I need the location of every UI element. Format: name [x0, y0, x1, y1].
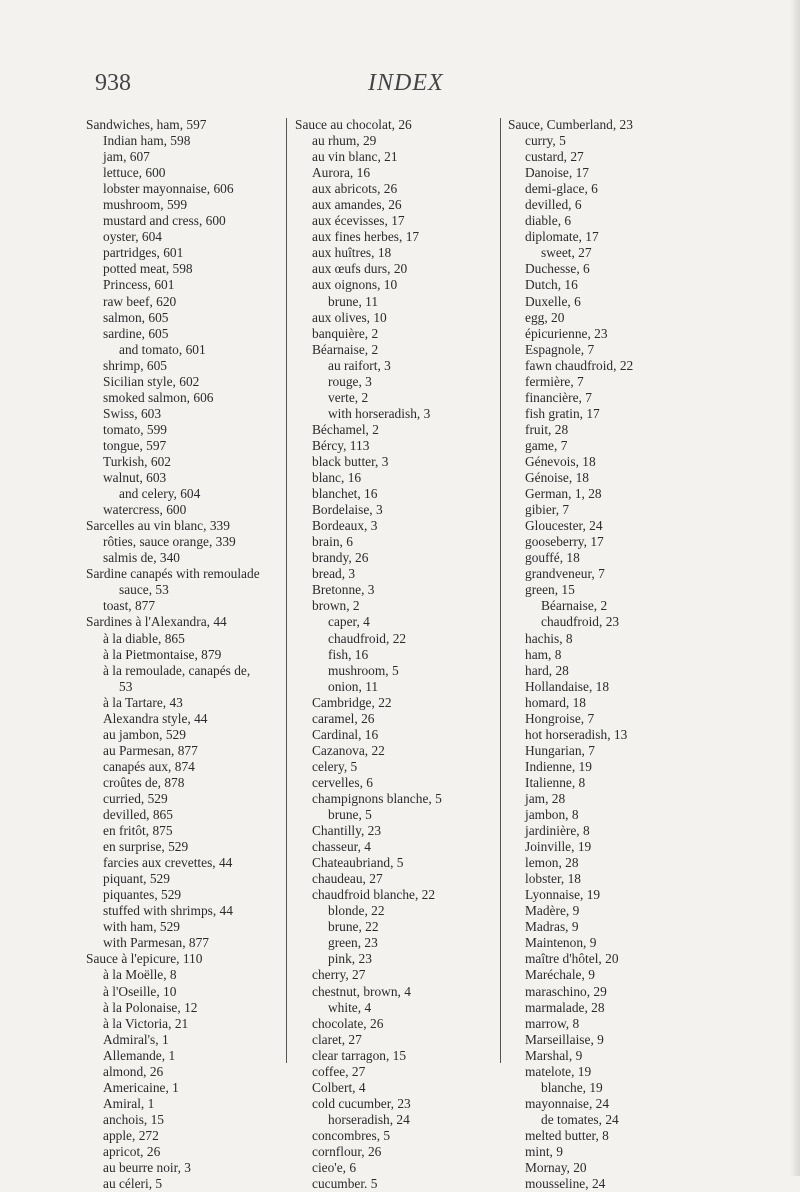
- index-sub-entry: Indian ham, 598: [103, 133, 191, 149]
- index-column-1: [86, 117, 276, 1192]
- index-sub-entry: Marshal, 9: [525, 1047, 583, 1063]
- index-sub-entry: anchois, 15: [103, 1111, 164, 1127]
- index-sub-entry: gooseberry, 17: [525, 534, 604, 550]
- index-sub-entry: curry, 5: [525, 133, 566, 149]
- index-sub-entry: fish gratin, 17: [525, 405, 600, 421]
- column-divider: [500, 118, 501, 1063]
- index-sub-entry: au raifort, 3: [328, 357, 391, 373]
- index-sub-entry: Sicilian style, 602: [103, 373, 200, 389]
- index-sub-entry: sardine, 605: [103, 325, 169, 341]
- index-sub-entry: financière, 7: [525, 389, 592, 405]
- index-sub-entry: Bordeaux, 3: [312, 518, 378, 534]
- index-sub-entry: Mornay, 20: [525, 1160, 587, 1176]
- index-sub-entry: chocolate, 26: [312, 1015, 384, 1031]
- index-sub-entry: brown, 2: [312, 598, 360, 614]
- index-sub-entry: fruit, 28: [525, 421, 569, 437]
- index-sub-entry: Admiral's, 1: [103, 1031, 169, 1047]
- index-sub-entry: en surprise, 529: [103, 839, 189, 855]
- index-sub-entry: diable, 6: [525, 213, 572, 229]
- index-sub-entry: aux amandes, 26: [312, 197, 402, 213]
- index-sub-entry: demi-glace, 6: [525, 181, 598, 197]
- index-sub-entry: Bércy, 113: [312, 437, 370, 453]
- index-sub-entry: devilled, 865: [103, 807, 173, 823]
- index-sub-entry: with Parmesan, 877: [103, 935, 209, 951]
- index-sub-entry: Hongroise, 7: [525, 710, 595, 726]
- index-sub-entry: Chateaubriand, 5: [312, 855, 404, 871]
- index-sub-entry: clear tarragon, 15: [312, 1047, 407, 1063]
- index-sub-entry: grandveneur, 7: [525, 566, 605, 582]
- index-sub-entry: gibier, 7: [525, 502, 570, 518]
- index-sub-entry: Cambridge, 22: [312, 694, 392, 710]
- index-sub-entry: fish, 16: [328, 646, 369, 662]
- index-sub-entry: Béarnaise, 2: [312, 341, 379, 357]
- page-number: 938: [95, 70, 131, 96]
- index-sub-entry: Duxelle, 6: [525, 293, 581, 309]
- index-sub-entry: white, 4: [328, 999, 372, 1015]
- index-sub-entry: apple, 272: [103, 1127, 159, 1143]
- index-sub-entry: horseradish, 24: [328, 1111, 410, 1127]
- index-sub-entry: Danoise, 17: [525, 165, 589, 181]
- index-sub-entry: Italienne, 8: [525, 774, 586, 790]
- index-sub-entry: devilled, 6: [525, 197, 582, 213]
- index-sub-entry: marmalade, 28: [525, 999, 605, 1015]
- index-sub-entry: claret, 27: [312, 1031, 362, 1047]
- index-sub-entry: Madère, 9: [525, 903, 580, 919]
- index-heading-entry: Sardine canapés with remoulade: [86, 566, 260, 582]
- index-sub-entry: with horseradish, 3: [328, 405, 431, 421]
- index-sub-entry: lettuce, 600: [103, 165, 166, 181]
- index-heading-entry: Sauce au chocolat, 26: [295, 117, 412, 132]
- index-sub-entry: Chantilly, 23: [312, 823, 382, 839]
- index-sub-entry: hot horseradish, 13: [525, 726, 628, 742]
- index-sub-entry: black butter, 3: [312, 453, 389, 469]
- index-sub-entry: aux abricots, 26: [312, 181, 398, 197]
- index-sub-entry: Bordelaise, 3: [312, 502, 383, 518]
- index-sub-entry: à la Tartare, 43: [103, 694, 183, 710]
- index-sub-entry: brune, 22: [328, 919, 379, 935]
- index-sub-entry: custard, 27: [525, 149, 584, 165]
- index-heading-entry: Sauce à l'epicure, 110: [86, 951, 203, 967]
- index-sub-entry: tongue, 597: [103, 437, 167, 453]
- index-sub-entry: jardinière, 8: [525, 823, 590, 839]
- index-sub-entry: oyster, 604: [103, 229, 162, 245]
- index-sub-entry: chaudeau, 27: [312, 871, 383, 887]
- index-sub-entry: Madras, 9: [525, 919, 579, 935]
- index-sub-entry: Génevois, 18: [525, 453, 596, 469]
- index-sub-entry: blonde, 22: [328, 903, 385, 919]
- index-heading-entry: Sauce, Cumberland, 23: [508, 117, 633, 132]
- index-sub-entry: melted butter, 8: [525, 1127, 609, 1143]
- index-sub-entry: en fritôt, 875: [103, 823, 173, 839]
- index-sub-entry: caper, 4: [328, 614, 370, 630]
- index-sub-entry: game, 7: [525, 437, 568, 453]
- index-sub-entry: diplomate, 17: [525, 229, 599, 245]
- index-sub-entry: Génoise, 18: [525, 470, 589, 486]
- index-sub-entry: jam, 28: [525, 790, 566, 806]
- index-sub-entry: Cardinal, 16: [312, 726, 379, 742]
- index-sub-entry: mushroom, 5: [328, 662, 399, 678]
- index-sub-entry: cieo'e, 6: [312, 1160, 357, 1176]
- index-heading-entry: Sardines à l'Alexandra, 44: [86, 614, 227, 630]
- index-sub-entry: Béarnaise, 2: [541, 598, 608, 614]
- index-sub-entry: Espagnole, 7: [525, 341, 595, 357]
- index-sub-entry: sauce, 53: [119, 582, 169, 598]
- index-sub-entry: onion, 11: [328, 678, 379, 694]
- index-sub-entry: tomato, 599: [103, 421, 167, 437]
- index-sub-entry: farcies aux crevettes, 44: [103, 855, 233, 871]
- index-sub-entry: chaudfroid, 22: [328, 630, 407, 646]
- index-sub-entry: cherry, 27: [312, 967, 366, 983]
- index-sub-entry: au rhum, 29: [312, 133, 377, 149]
- index-sub-entry: 53: [119, 678, 133, 694]
- index-sub-entry: Colbert, 4: [312, 1079, 366, 1095]
- index-sub-entry: rôties, sauce orange, 339: [103, 534, 236, 550]
- index-sub-entry: à la diable, 865: [103, 630, 185, 646]
- index-sub-entry: Swiss, 603: [103, 405, 162, 421]
- index-sub-entry: curried, 529: [103, 790, 168, 806]
- page-edge-shadow: [790, 0, 800, 1176]
- index-sub-entry: Hollandaise, 18: [525, 678, 610, 694]
- running-head: INDEX: [368, 70, 444, 96]
- index-sub-entry: blanche, 19: [541, 1079, 603, 1095]
- index-sub-entry: aux olives, 10: [312, 309, 387, 325]
- index-sub-entry: cervelles, 6: [312, 774, 373, 790]
- index-sub-entry: brain, 6: [312, 534, 353, 550]
- index-sub-entry: green, 23: [328, 935, 378, 951]
- index-sub-entry: Americaine, 1: [103, 1079, 179, 1095]
- index-sub-entry: salmon, 605: [103, 309, 169, 325]
- index-sub-entry: blanchet, 16: [312, 486, 378, 502]
- index-sub-entry: brune, 11: [328, 293, 379, 309]
- index-sub-entry: blanc, 16: [312, 470, 362, 486]
- index-sub-entry: salmis de, 340: [103, 550, 180, 566]
- index-sub-entry: cucumber. 5: [312, 1176, 378, 1192]
- column-divider: [286, 118, 287, 1063]
- index-sub-entry: marrow, 8: [525, 1015, 580, 1031]
- index-sub-entry: Duchesse, 6: [525, 261, 590, 277]
- index-sub-entry: fermière, 7: [525, 373, 584, 389]
- index-sub-entry: aux œufs durs, 20: [312, 261, 408, 277]
- index-sub-entry: Marseillaise, 9: [525, 1031, 604, 1047]
- index-sub-entry: au Parmesan, 877: [103, 742, 198, 758]
- index-sub-entry: stuffed with shrimps, 44: [103, 903, 233, 919]
- index-sub-entry: homard, 18: [525, 694, 586, 710]
- index-sub-entry: banquière, 2: [312, 325, 379, 341]
- index-sub-entry: jambon, 8: [525, 807, 579, 823]
- index-sub-entry: à la Polonaise, 12: [103, 999, 198, 1015]
- index-sub-entry: walnut, 603: [103, 470, 167, 486]
- index-sub-entry: Maréchale, 9: [525, 967, 595, 983]
- index-sub-entry: maître d'hôtel, 20: [525, 951, 619, 967]
- index-sub-entry: apricot, 26: [103, 1144, 161, 1159]
- index-sub-entry: Lyonnaise, 19: [525, 887, 601, 903]
- index-sub-entry: coffee, 27: [312, 1063, 366, 1079]
- index-column-3: [508, 117, 718, 1192]
- index-sub-entry: brune, 5: [328, 807, 372, 823]
- index-sub-entry: Turkish, 602: [103, 453, 171, 469]
- index-sub-entry: with ham, 529: [103, 919, 180, 935]
- index-sub-entry: Aurora, 16: [312, 165, 371, 181]
- index-sub-entry: concombres, 5: [312, 1127, 391, 1143]
- index-sub-entry: raw beef, 620: [103, 293, 177, 309]
- index-sub-entry: de tomates, 24: [541, 1111, 619, 1127]
- index-sub-entry: brandy, 26: [312, 550, 369, 566]
- index-sub-entry: hachis, 8: [525, 630, 573, 646]
- index-sub-entry: and tomato, 601: [119, 341, 206, 357]
- index-sub-entry: lemon, 28: [525, 855, 579, 871]
- index-sub-entry: aux oignons, 10: [312, 277, 398, 293]
- index-heading-entry: Sandwiches, ham, 597: [86, 117, 207, 132]
- index-sub-entry: rouge, 3: [328, 373, 372, 389]
- index-sub-entry: aux écevisses, 17: [312, 213, 405, 229]
- index-sub-entry: sweet, 27: [541, 245, 592, 261]
- index-sub-entry: piquant, 529: [103, 871, 170, 887]
- index-sub-entry: piquantes, 529: [103, 887, 182, 903]
- index-sub-entry: fawn chaudfroid, 22: [525, 357, 634, 373]
- index-sub-entry: au vin blanc, 21: [312, 149, 398, 165]
- index-sub-entry: almond, 26: [103, 1063, 164, 1079]
- index-sub-entry: Maintenon, 9: [525, 935, 597, 951]
- index-sub-entry: celery, 5: [312, 758, 358, 774]
- index-column-2: [295, 117, 495, 1192]
- index-sub-entry: jam, 607: [103, 149, 150, 165]
- index-sub-entry: lobster, 18: [525, 871, 581, 887]
- index-sub-entry: mushroom, 599: [103, 197, 188, 213]
- index-sub-entry: smoked salmon, 606: [103, 389, 214, 405]
- index-sub-entry: toast, 877: [103, 598, 156, 614]
- index-sub-entry: German, 1, 28: [525, 486, 602, 502]
- index-sub-entry: potted meat, 598: [103, 261, 193, 277]
- index-sub-entry: hard, 28: [525, 662, 569, 678]
- index-sub-entry: épicurienne, 23: [525, 325, 608, 341]
- index-sub-entry: cornflour, 26: [312, 1144, 382, 1159]
- index-sub-entry: mustard and cress, 600: [103, 213, 226, 229]
- index-sub-entry: Amiral, 1: [103, 1095, 155, 1111]
- index-sub-entry: Béchamel, 2: [312, 421, 379, 437]
- index-sub-entry: au céleri, 5: [103, 1176, 163, 1192]
- index-sub-entry: chasseur, 4: [312, 839, 371, 855]
- index-sub-entry: lobster mayonnaise, 606: [103, 181, 234, 197]
- index-sub-entry: Allemande, 1: [103, 1047, 176, 1063]
- index-sub-entry: croûtes de, 878: [103, 774, 185, 790]
- index-sub-entry: canapés aux, 874: [103, 758, 195, 774]
- index-sub-entry: egg, 20: [525, 309, 565, 325]
- index-sub-entry: mousseline, 24: [525, 1176, 606, 1192]
- index-sub-entry: Gloucester, 24: [525, 518, 603, 534]
- index-sub-entry: green, 15: [525, 582, 575, 598]
- index-sub-entry: and celery, 604: [119, 486, 201, 502]
- index-heading-entry: Sarcelles au vin blanc, 339: [86, 518, 230, 534]
- index-sub-entry: Alexandra style, 44: [103, 710, 208, 726]
- index-sub-entry: gouffé, 18: [525, 550, 580, 566]
- index-sub-entry: aux fines herbes, 17: [312, 229, 420, 245]
- index-sub-entry: aux huîtres, 18: [312, 245, 392, 261]
- index-sub-entry: à la remoulade, canapés de,: [103, 662, 251, 678]
- index-sub-entry: Indienne, 19: [525, 758, 592, 774]
- index-sub-entry: à la Pietmontaise, 879: [103, 646, 222, 662]
- index-sub-entry: chaudfroid blanche, 22: [312, 887, 436, 903]
- index-sub-entry: matelote, 19: [525, 1063, 592, 1079]
- index-sub-entry: maraschino, 29: [525, 983, 607, 999]
- index-sub-entry: verte, 2: [328, 389, 369, 405]
- index-sub-entry: shrimp, 605: [103, 357, 167, 373]
- index-sub-entry: mint, 9: [525, 1144, 563, 1159]
- index-sub-entry: mayonnaise, 24: [525, 1095, 610, 1111]
- index-sub-entry: Cazanova, 22: [312, 742, 385, 758]
- index-sub-entry: caramel, 26: [312, 710, 375, 726]
- index-sub-entry: bread, 3: [312, 566, 356, 582]
- index-sub-entry: watercress, 600: [103, 502, 187, 518]
- index-sub-entry: Bretonne, 3: [312, 582, 375, 598]
- index-sub-entry: Princess, 601: [103, 277, 175, 293]
- index-sub-entry: partridges, 601: [103, 245, 184, 261]
- index-sub-entry: à la Moëlle, 8: [103, 967, 177, 983]
- index-sub-entry: ham, 8: [525, 646, 562, 662]
- index-sub-entry: à l'Oseille, 10: [103, 983, 177, 999]
- index-sub-entry: Joinville, 19: [525, 839, 592, 855]
- index-sub-entry: à la Victoria, 21: [103, 1015, 189, 1031]
- index-sub-entry: chaudfroid, 23: [541, 614, 620, 630]
- index-sub-entry: au beurre noir, 3: [103, 1160, 191, 1176]
- index-sub-entry: chestnut, brown, 4: [312, 983, 411, 999]
- index-sub-entry: Hungarian, 7: [525, 742, 595, 758]
- index-sub-entry: au jambon, 529: [103, 726, 186, 742]
- index-sub-entry: champignons blanche, 5: [312, 790, 442, 806]
- index-sub-entry: cold cucumber, 23: [312, 1095, 411, 1111]
- index-sub-entry: pink, 23: [328, 951, 372, 967]
- index-sub-entry: Dutch, 16: [525, 277, 578, 293]
